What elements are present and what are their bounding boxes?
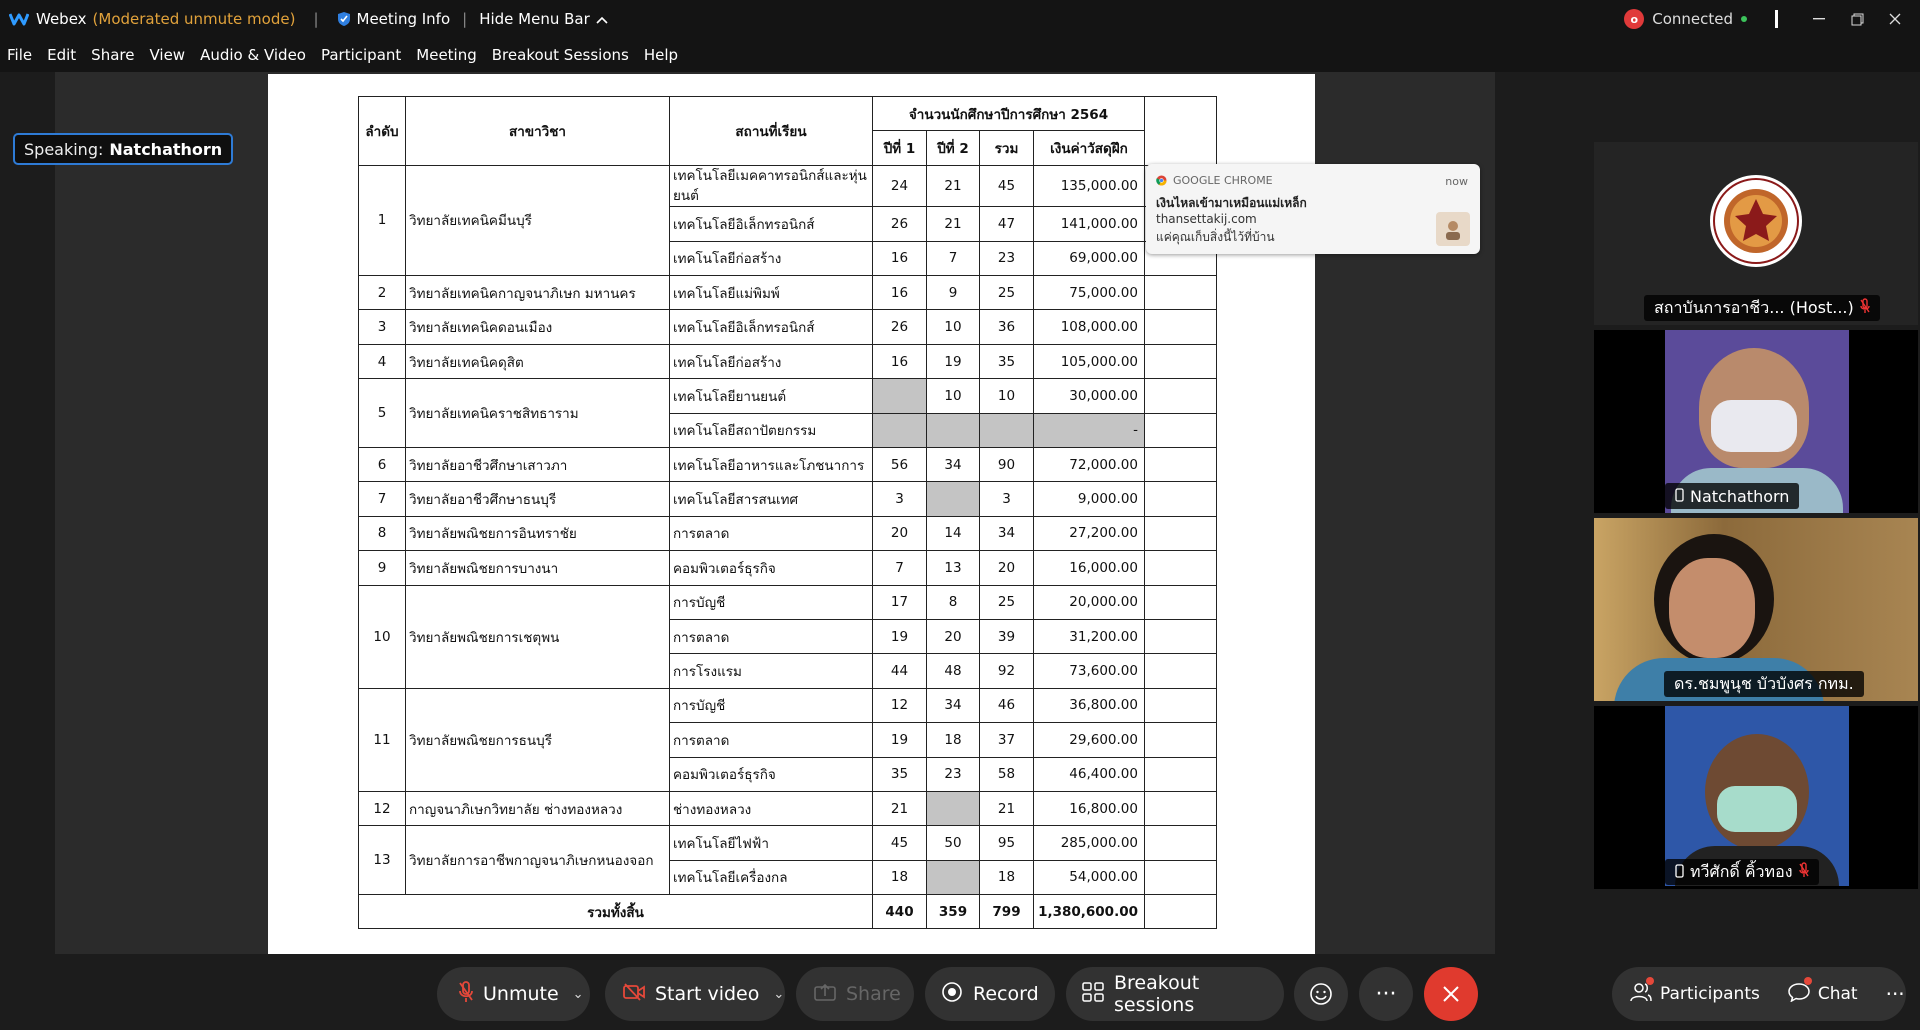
side-panel-controls	[1612, 967, 1906, 1021]
device-phone-icon	[1675, 863, 1684, 882]
meeting-mode: (Moderated unmute mode)	[92, 10, 296, 28]
cell-money: 16,000.00	[1034, 551, 1145, 585]
table-body	[359, 165, 1217, 929]
close-icon	[1442, 985, 1460, 1003]
table-row	[359, 344, 1217, 378]
study-place: เทคโนโลยีสถาปัตยกรรม	[670, 413, 873, 447]
row-number: 6	[359, 448, 406, 482]
total-total: 799	[980, 895, 1034, 929]
menu-view[interactable]: View	[149, 46, 186, 64]
menu-participant[interactable]: Participant	[320, 46, 402, 64]
cell-total: 25	[980, 276, 1034, 310]
cell-y1: 56	[873, 448, 927, 482]
cell-y2: 14	[927, 516, 980, 550]
cell-y2: 21	[927, 165, 980, 207]
header-no: ลำดับ	[359, 97, 406, 166]
cell-blank	[1145, 723, 1217, 757]
participant-name-tag	[1665, 859, 1819, 885]
cell-blank	[1145, 276, 1217, 310]
cell-blank	[1145, 310, 1217, 344]
cell-total: 10	[980, 379, 1034, 413]
study-place: เทคโนโลยีเมคคาทรอนิกส์และหุ่นยนต์	[670, 165, 873, 207]
cell-y1: 7	[873, 551, 927, 585]
meeting-controls	[0, 955, 1920, 1030]
study-place: คอมพิวเตอร์ธุรกิจ	[670, 551, 873, 585]
study-place: การบัญชี	[670, 688, 873, 722]
menu-audio-video[interactable]: Audio & Video	[200, 46, 306, 64]
study-place: เทคโนโลยีเครื่องกล	[670, 860, 873, 894]
cell-blank	[1145, 482, 1217, 516]
cell-blank	[1145, 448, 1217, 482]
cell-blank	[1145, 826, 1217, 860]
study-place: คอมพิวเตอร์ธุรกิจ	[670, 757, 873, 791]
cell-y1: 16	[873, 276, 927, 310]
participant-name: Natchathorn	[1690, 486, 1790, 506]
more-icon: ···	[1885, 982, 1905, 1006]
cell-total: 37	[980, 723, 1034, 757]
header-year2: ปีที่ 2	[927, 131, 980, 165]
connection-label: Connected	[1652, 10, 1733, 28]
participant-tile-thawisak[interactable]	[1594, 706, 1918, 889]
connection-badge: o	[1624, 9, 1644, 29]
college-name: กาญจนาภิเษกวิทยาลัย ช่างทองหลวง	[406, 791, 670, 825]
speaking-indicator	[13, 133, 233, 165]
cell-blank	[1145, 619, 1217, 653]
face-mask	[1711, 400, 1797, 452]
total-label: รวมทั้งสิ้น	[359, 895, 873, 929]
cell-y2: 7	[927, 241, 980, 275]
participant-tile-natchathorn[interactable]	[1594, 330, 1918, 513]
study-place: ช่างทองหลวง	[670, 791, 873, 825]
hide-menu-bar-button[interactable]	[479, 10, 608, 28]
row-number: 12	[359, 791, 406, 825]
cell-total: 39	[980, 619, 1034, 653]
shield-icon	[337, 11, 351, 27]
menu-file[interactable]: File	[7, 46, 33, 64]
start-video-button[interactable]	[605, 967, 785, 1021]
breakout-label: Breakout sessions	[1114, 972, 1200, 1016]
participants-alert-dot	[1646, 977, 1654, 985]
cell-y2: 34	[927, 448, 980, 482]
participants-label: Participants	[1660, 984, 1760, 1004]
close-window-button[interactable]	[1876, 0, 1914, 38]
cell-y2	[927, 413, 980, 447]
study-place: การโรงแรม	[670, 654, 873, 688]
menu-help[interactable]: Help	[643, 46, 679, 64]
college-name: วิทยาลัยเทคนิคราชสิทธาราม	[406, 379, 670, 448]
college-name: วิทยาลัยการอาชีพกาญจนาภิเษกหนองจอก	[406, 826, 670, 895]
participant-name: สถาบันการอาชีว... (Host...)	[1654, 297, 1854, 317]
device-phone-icon	[1675, 487, 1684, 506]
minimize-button[interactable]	[1800, 0, 1838, 38]
header-year1: ปีที่ 1	[873, 131, 927, 165]
study-place: เทคโนโลยีสารสนเทศ	[670, 482, 873, 516]
college-name: วิทยาลัยเทคนิคดุสิต	[406, 344, 670, 378]
mic-muted-icon	[1860, 298, 1870, 318]
cell-y2: 8	[927, 585, 980, 619]
close-icon	[1889, 13, 1901, 25]
cell-money: 75,000.00	[1034, 276, 1145, 310]
cell-total: 46	[980, 688, 1034, 722]
cell-blank	[1145, 344, 1217, 378]
row-number: 2	[359, 276, 406, 310]
participant-name-tag	[1665, 483, 1799, 509]
chrome-icon	[1156, 175, 1167, 186]
cell-y1: 35	[873, 757, 927, 791]
cell-y1: 12	[873, 688, 927, 722]
study-place: เทคโนโลยีก่อสร้าง	[670, 344, 873, 378]
speaking-name: Natchathorn	[109, 139, 223, 159]
cursor-bar-icon	[1775, 10, 1778, 28]
cell-money: 105,000.00	[1034, 344, 1145, 378]
cell-y2: 34	[927, 688, 980, 722]
row-number: 3	[359, 310, 406, 344]
face-mask	[1717, 786, 1797, 832]
app-name: Webex	[36, 10, 87, 28]
participant-name: ดร.ชมพูนุช บัวบังศร กทม.	[1674, 673, 1854, 693]
minimize-icon	[1813, 18, 1825, 20]
menu-breakout-sessions[interactable]: Breakout Sessions	[491, 46, 629, 64]
cell-blank	[1145, 413, 1217, 447]
cell-y2: 23	[927, 757, 980, 791]
college-name: วิทยาลัยอาชีวศึกษาธนบุรี	[406, 482, 670, 516]
table-row	[359, 448, 1217, 482]
study-place: การตลาด	[670, 723, 873, 757]
cell-money: 16,800.00	[1034, 791, 1145, 825]
row-number: 1	[359, 165, 406, 275]
cell-blank	[1145, 585, 1217, 619]
cell-total: 25	[980, 585, 1034, 619]
notification-time: now	[1445, 175, 1468, 188]
total-y2: 359	[927, 895, 980, 929]
cell-money: 108,000.00	[1034, 310, 1145, 344]
table-row	[359, 585, 1217, 619]
table-row	[359, 482, 1217, 516]
more-options-button[interactable]	[1359, 967, 1413, 1021]
cell-blank	[1145, 516, 1217, 550]
cell-y1: 17	[873, 585, 927, 619]
face-shape	[1669, 558, 1755, 658]
hide-menu-bar-label: Hide Menu Bar	[479, 10, 590, 28]
cell-blank	[1145, 895, 1217, 929]
row-number: 9	[359, 551, 406, 585]
cell-total: 36	[980, 310, 1034, 344]
study-place: เทคโนโลยีอิเล็กทรอนิกส์	[670, 310, 873, 344]
cell-money: 135,000.00	[1034, 165, 1145, 207]
college-name: วิทยาลัยพณิชยการบางนา	[406, 551, 670, 585]
cell-y1: 18	[873, 860, 927, 894]
cell-y2: 13	[927, 551, 980, 585]
cell-blank	[1145, 757, 1217, 791]
cell-blank	[1145, 551, 1217, 585]
cell-y2	[927, 482, 980, 516]
unmute-button[interactable]	[437, 967, 590, 1021]
study-place: เทคโนโลยียานยนต์	[670, 379, 873, 413]
college-name: วิทยาลัยพณิชยการเชตุพน	[406, 585, 670, 688]
study-place: การตลาด	[670, 516, 873, 550]
college-name: วิทยาลัยเทคนิคมีนบุรี	[406, 165, 670, 275]
college-name: วิทยาลัยพณิชยการธนบุรี	[406, 688, 670, 791]
reactions-button[interactable]	[1294, 967, 1348, 1021]
institution-seal-icon	[1709, 174, 1803, 268]
cell-total: 90	[980, 448, 1034, 482]
college-name: วิทยาลัยอาชีวศึกษาเสาวภา	[406, 448, 670, 482]
chat-button[interactable]	[1774, 967, 1872, 1021]
cell-y1: 20	[873, 516, 927, 550]
cell-money: -	[1034, 413, 1145, 447]
study-place: การบัญชี	[670, 585, 873, 619]
cell-total: 23	[980, 241, 1034, 275]
row-number: 8	[359, 516, 406, 550]
table-row	[359, 551, 1217, 585]
cell-y2: 10	[927, 379, 980, 413]
cell-y1: 44	[873, 654, 927, 688]
cell-money: 285,000.00	[1034, 826, 1145, 860]
cell-blank	[1145, 654, 1217, 688]
study-place: เทคโนโลยีอาหารและโภชนาการ	[670, 448, 873, 482]
breakout-sessions-button[interactable]	[1066, 967, 1284, 1021]
table-row	[359, 310, 1217, 344]
cell-y1: 26	[873, 310, 927, 344]
mic-muted-icon	[1799, 862, 1809, 882]
cell-y1: 21	[873, 791, 927, 825]
chevron-up-icon	[596, 10, 608, 28]
cell-y1: 16	[873, 344, 927, 378]
cell-y2: 20	[927, 619, 980, 653]
college-name: วิทยาลัยพณิชยการอินทราชัย	[406, 516, 670, 550]
cell-blank	[1145, 860, 1217, 894]
cell-money: 141,000.00	[1034, 207, 1145, 241]
study-place: เทคโนโลยีอิเล็กทรอนิกส์	[670, 207, 873, 241]
cell-money: 73,600.00	[1034, 654, 1145, 688]
chevron-down-icon[interactable]: ⌄	[572, 986, 584, 1002]
cell-y1: 26	[873, 207, 927, 241]
table-row	[359, 516, 1217, 550]
study-place: เทคโนโลยีแม่พิมพ์	[670, 276, 873, 310]
participant-name-tag	[1644, 295, 1880, 321]
participant-tile-host[interactable]	[1594, 142, 1918, 325]
restore-button[interactable]	[1838, 0, 1876, 38]
cell-y2: 9	[927, 276, 980, 310]
cell-total: 58	[980, 757, 1034, 791]
participant-tile-chomphunuch[interactable]	[1594, 518, 1918, 701]
cell-y2	[927, 791, 980, 825]
header-college: สาขาวิชา	[406, 97, 670, 166]
cell-y2: 50	[927, 826, 980, 860]
college-name: วิทยาลัยเทคนิคกาญจนาภิเษก มหานคร	[406, 276, 670, 310]
title-divider: |	[462, 10, 468, 28]
table-row	[359, 165, 1217, 207]
cell-blank	[1145, 379, 1217, 413]
row-number: 13	[359, 826, 406, 895]
breakout-icon	[1082, 982, 1104, 1007]
row-number: 11	[359, 688, 406, 791]
cell-total: 95	[980, 826, 1034, 860]
cell-total: 47	[980, 207, 1034, 241]
cell-total	[980, 413, 1034, 447]
more-icon: ···	[1375, 981, 1397, 1007]
cell-total: 92	[980, 654, 1034, 688]
chat-icon	[1788, 982, 1810, 1007]
cell-money: 29,600.00	[1034, 723, 1145, 757]
total-row	[359, 895, 1217, 929]
cell-y2: 21	[927, 207, 980, 241]
webex-logo-icon	[8, 8, 30, 30]
table-row	[359, 276, 1217, 310]
total-y1: 440	[873, 895, 927, 929]
cell-y2: 10	[927, 310, 980, 344]
cell-money: 69,000.00	[1034, 241, 1145, 275]
cell-y2	[927, 860, 980, 894]
cell-money: 46,400.00	[1034, 757, 1145, 791]
participants-button[interactable]	[1612, 967, 1774, 1021]
meeting-info-label: Meeting Info	[356, 10, 451, 28]
title-right-area	[1624, 0, 1920, 38]
study-place: เทคโนโลยีไฟฟ้า	[670, 826, 873, 860]
meeting-info-button[interactable]	[337, 10, 451, 28]
cell-y1	[873, 413, 927, 447]
share-label: Share	[846, 983, 901, 1005]
row-number: 5	[359, 379, 406, 448]
cell-y1: 3	[873, 482, 927, 516]
header-group: จำนวนนักศึกษาปีการศึกษา 2564	[873, 97, 1145, 131]
emoji-icon	[1309, 982, 1333, 1006]
chat-alert-dot	[1804, 977, 1812, 985]
unmute-label: Unmute	[483, 983, 559, 1005]
notification-header	[1156, 174, 1273, 187]
study-place: เทคโนโลยีก่อสร้าง	[670, 241, 873, 275]
menu-meeting[interactable]: Meeting	[416, 46, 477, 64]
row-number: 10	[359, 585, 406, 688]
chat-label: Chat	[1817, 984, 1858, 1004]
student-table	[358, 96, 1217, 929]
cell-money: 36,800.00	[1034, 688, 1145, 722]
cell-total: 35	[980, 344, 1034, 378]
menu-share[interactable]: Share	[91, 46, 135, 64]
header-total: รวม	[980, 131, 1034, 165]
cell-money: 27,200.00	[1034, 516, 1145, 550]
table-row	[359, 791, 1217, 825]
record-label: Record	[973, 983, 1039, 1005]
study-place: การตลาด	[670, 619, 873, 653]
cell-y1: 45	[873, 826, 927, 860]
record-button[interactable]	[925, 967, 1055, 1021]
cell-total: 21	[980, 791, 1034, 825]
table-row	[359, 826, 1217, 860]
cell-total: 45	[980, 165, 1034, 207]
leave-meeting-button[interactable]	[1424, 967, 1478, 1021]
cell-money: 9,000.00	[1034, 482, 1145, 516]
speaking-prefix: Speaking:	[24, 139, 104, 159]
cell-y2: 19	[927, 344, 980, 378]
shared-content-area	[0, 72, 1590, 954]
notification-source: GOOGLE CHROME	[1173, 174, 1273, 187]
panel-more-button[interactable]	[1872, 967, 1919, 1021]
cell-money: 20,000.00	[1034, 585, 1145, 619]
cell-money: 54,000.00	[1034, 860, 1145, 894]
participant-name-tag	[1664, 671, 1864, 697]
notification-body: แค่คุณเก็บสิ่งนี้ไว้ที่บ้าน	[1156, 230, 1275, 244]
cell-total: 3	[980, 482, 1034, 516]
notification-thumbnail-icon	[1436, 212, 1470, 246]
cell-total: 20	[980, 551, 1034, 585]
participants-icon	[1630, 982, 1652, 1007]
cell-y1	[873, 379, 927, 413]
title-divider: |	[313, 10, 319, 28]
cell-y1: 19	[873, 723, 927, 757]
share-icon	[814, 983, 836, 1006]
cell-y1: 24	[873, 165, 927, 207]
header-place: สถานที่เรียน	[670, 97, 873, 166]
notification-url: thansettakij.com	[1156, 212, 1257, 226]
record-icon	[941, 981, 963, 1008]
cell-money: 72,000.00	[1034, 448, 1145, 482]
cell-y1: 16	[873, 241, 927, 275]
start-video-label: Start video	[655, 983, 760, 1005]
menu-bar	[0, 38, 1920, 72]
chrome-notification[interactable]	[1146, 164, 1480, 254]
connected-dot-icon	[1741, 16, 1747, 22]
table-row	[359, 688, 1217, 722]
cell-blank	[1145, 791, 1217, 825]
menu-edit[interactable]: Edit	[47, 46, 77, 64]
participant-name: ทวีศักดิ์ คิ้วทอง	[1690, 861, 1793, 881]
header-blank	[1145, 97, 1217, 166]
cell-money: 30,000.00	[1034, 379, 1145, 413]
chevron-down-icon[interactable]: ⌄	[773, 986, 785, 1002]
row-number: 4	[359, 344, 406, 378]
connection-status[interactable]	[1624, 9, 1747, 29]
cell-total: 34	[980, 516, 1034, 550]
title-bar	[0, 0, 1920, 38]
table-row	[359, 379, 1217, 413]
row-number: 7	[359, 482, 406, 516]
cell-money: 31,200.00	[1034, 619, 1145, 653]
cell-y2: 18	[927, 723, 980, 757]
camera-off-icon	[623, 983, 645, 1006]
mic-muted-icon	[459, 981, 473, 1008]
cell-y1: 19	[873, 619, 927, 653]
college-name: วิทยาลัยเทคนิคดอนเมือง	[406, 310, 670, 344]
header-money: เงินค่าวัสดุฝึก	[1034, 131, 1145, 165]
cell-y2: 48	[927, 654, 980, 688]
total-money: 1,380,600.00	[1034, 895, 1145, 929]
notification-title: เงินไหลเข้ามาเหมือนแม่เหล็ก	[1156, 196, 1307, 210]
cell-total: 18	[980, 860, 1034, 894]
share-button[interactable]	[796, 967, 914, 1021]
restore-icon	[1851, 13, 1864, 26]
cell-blank	[1145, 688, 1217, 722]
